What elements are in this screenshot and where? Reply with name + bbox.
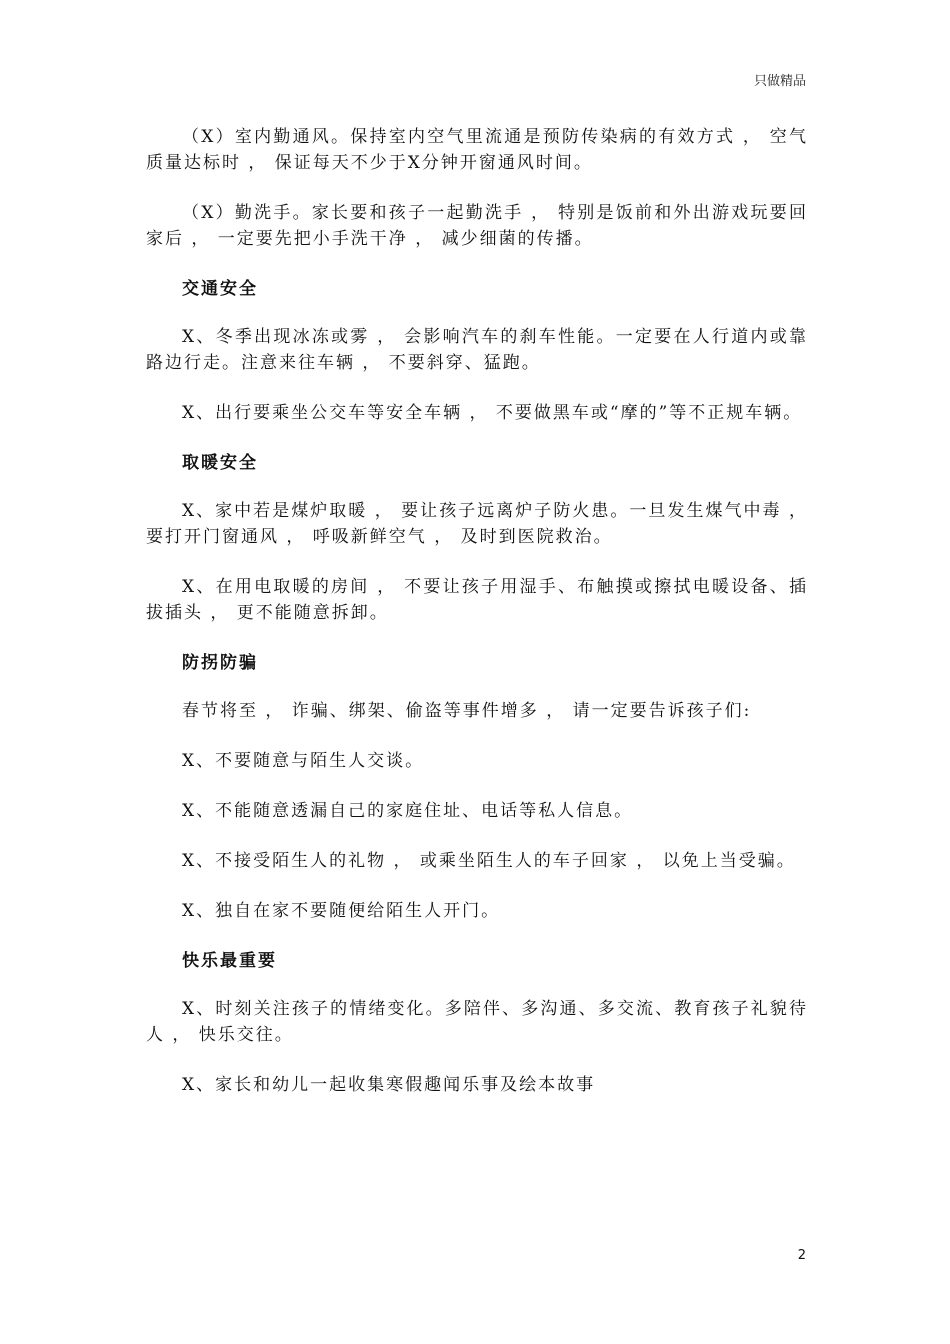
document-body bbox=[146, 124, 808, 1122]
paragraph-gifts-rides: X、不接受陌生人的礼物 ， 或乘坐陌生人的车子回家 ， 以免上当受骗。 bbox=[182, 851, 796, 871]
paragraph-traffic-vehicles: X、出行要乘坐公交车等安全车辆 ， 不要做黑车或“摩的”等不正规车辆。 bbox=[182, 403, 803, 423]
section-heading-heating: 取暖安全 bbox=[182, 453, 258, 473]
paragraph-hand-washing: （X）勤洗手。家长要和孩子一起勤洗手 ， 特别是饭前和外出游戏玩要回家后 ， 一定要先把小手洗干净 ， 减少细菌的传播。 bbox=[146, 203, 808, 249]
paragraph-private-info: X、不能随意透漏自己的家庭住址、电话等私人信息。 bbox=[182, 801, 634, 821]
page-header: 只做精品 bbox=[753, 74, 806, 89]
page-number: 2 bbox=[797, 1248, 806, 1263]
paragraph-heating-coal: X、家中若是煤炉取暖 ， 要让孩子远离炉子防火患。一旦发生煤气中毒 ， 要打开门窗通风 ， 呼吸新鲜空气 ， 及时到医院救治。 bbox=[146, 501, 808, 547]
paragraph-emotions: X、时刻关注孩子的情绪变化。多陪伴、多沟通、多交流、教育孩子礼貌待人 ， 快乐交往。 bbox=[146, 999, 808, 1045]
paragraph-ventilation: （X）室内勤通风。保持室内空气里流通是预防传染病的有效方式 ， 空气质量达标时 ， 保证每天不少于X分钟开窗通风时间。 bbox=[146, 127, 808, 173]
paragraph-heating-electric: X、在用电取暖的房间 ， 不要让孩子用湿手、布触摸或擦拭电暖设备、插拔插头 ， 更不能随意拆卸。 bbox=[146, 577, 808, 623]
section-heading-traffic: 交通安全 bbox=[182, 279, 258, 299]
section-heading-happiness: 快乐最重要 bbox=[182, 951, 277, 971]
paragraph-stories: X、家长和幼儿一起收集寒假趣闻乐事及绘本故事 bbox=[182, 1075, 596, 1095]
paragraph-home-alone: X、独自在家不要随便给陌生人开门。 bbox=[182, 901, 501, 921]
paragraph-traffic-ice-fog: X、冬季出现冰冻或雾 ， 会影响汽车的刹车性能。一定要在人行道内或靠路边行走。注意来往车辆 ， 不要斜穿、猛跑。 bbox=[146, 327, 808, 373]
section-heading-anti-abduction: 防拐防骗 bbox=[182, 653, 258, 673]
paragraph-anti-abduction-intro: 春节将至 ， 诈骗、绑架、偷盗等事件增多 ， 请一定要告诉孩子们: bbox=[182, 701, 752, 721]
paragraph-strangers-talk: X、不要随意与陌生人交谈。 bbox=[182, 751, 425, 771]
